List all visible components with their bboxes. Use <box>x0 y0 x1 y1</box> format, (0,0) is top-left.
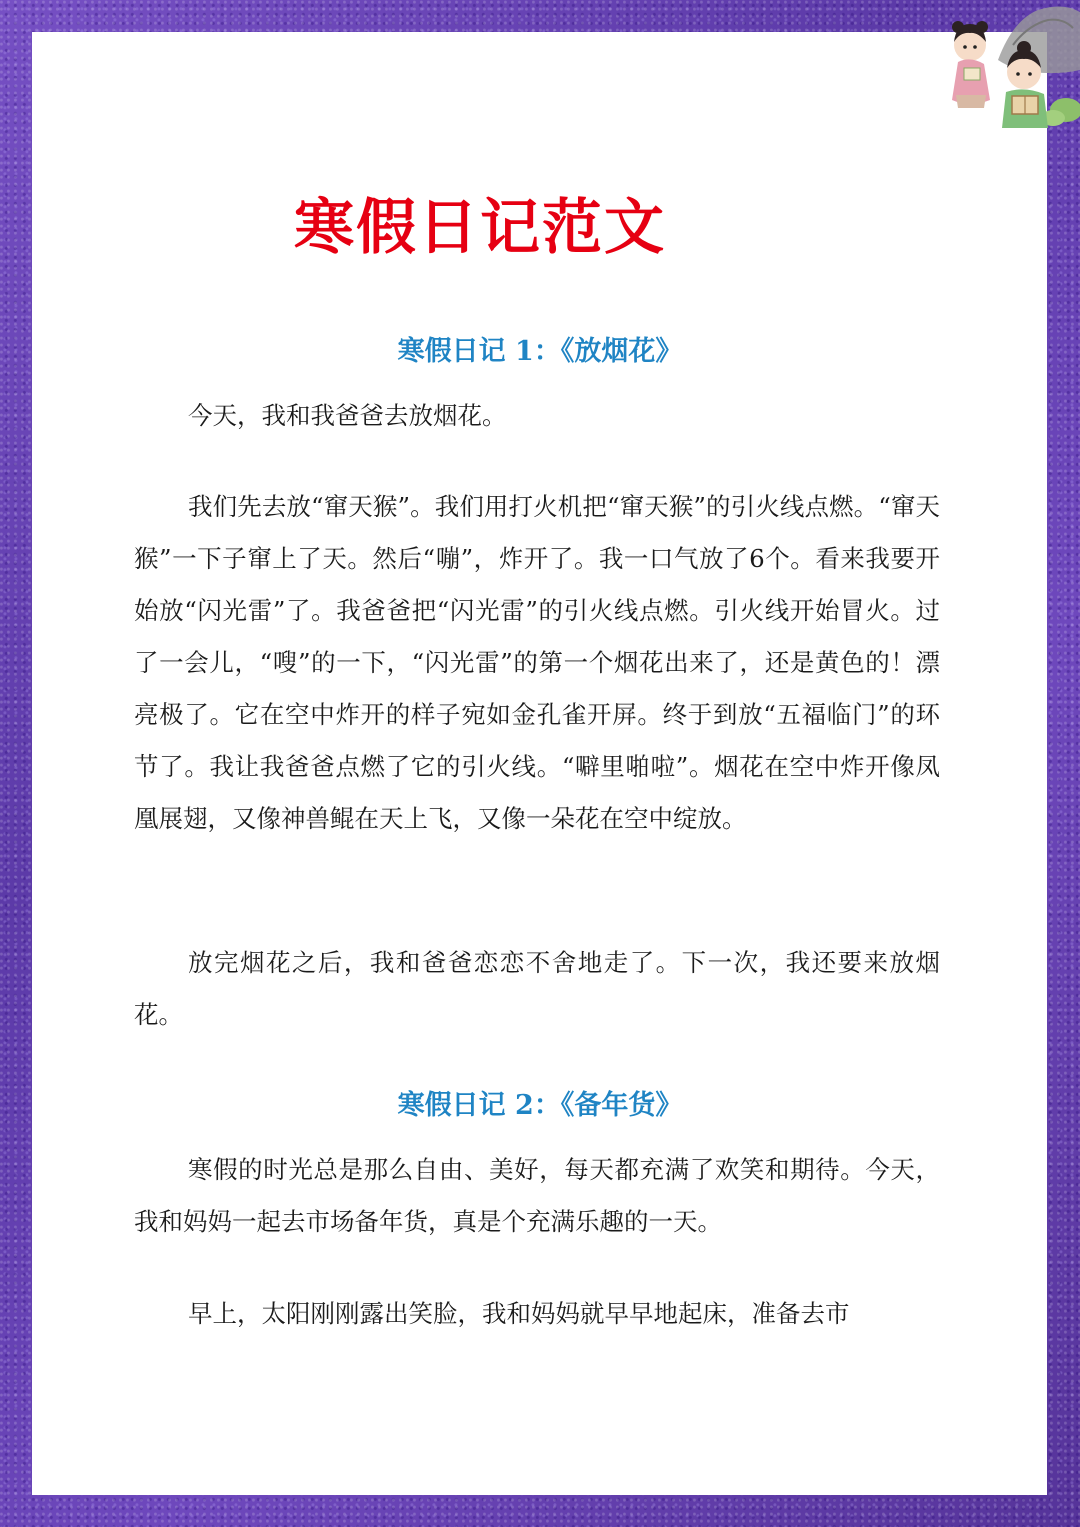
diary-2-paragraph-1: 寒假的时光总是那么自由、美好，每天都充满了欢笑和期待。今天，我和妈妈一起去市场备年货，真是个充满乐趣的一天。 <box>134 1155 940 1236</box>
diary-2-heading: 寒假日记 2：《备年货》 <box>397 1090 683 1121</box>
page-title: 寒假日记范文 <box>294 193 666 263</box>
diary-1-paragraph-1: 今天，我和我爸爸去放烟花。 <box>188 401 507 430</box>
diary-1-heading: 寒假日记 1：《放烟花》 <box>397 336 683 367</box>
diary-1-paragraph-3: 放完烟花之后，我和爸爸恋恋不舍地走了。下一次，我还要来放烟花。 <box>134 948 940 1029</box>
diary-2-paragraph-2: 早上，太阳刚刚露出笑脸，我和妈妈就早早地起床，准备去市 <box>188 1299 850 1328</box>
children-reading-icon <box>938 0 1080 128</box>
diary-1-paragraph-2: 我们先去放“窜天猴”。我们用打火机把“窜天猴”的引火线点燃。“窜天猴”一下子窜上了天。然后“嘣”，炸开了。我一口气放了6个。看来我要开始放“闪光雷”了。我爸爸把“闪光雷”的引火线点燃。引火线开始冒火。过了一会儿，“嗖”的一下，“闪光雷”的第一个烟花出来了，还是黄色的！漂亮极了。它在空中炸开的样子宛如金孔雀开屏。终于到放“五福临门”的环节了。我让我爸爸点燃了它的引火线。“噼里啪啦”。烟花在空中炸开像凤凰展翅，又像神兽鲲在天上飞，又像一朵花在空中绽放。 <box>134 492 940 833</box>
